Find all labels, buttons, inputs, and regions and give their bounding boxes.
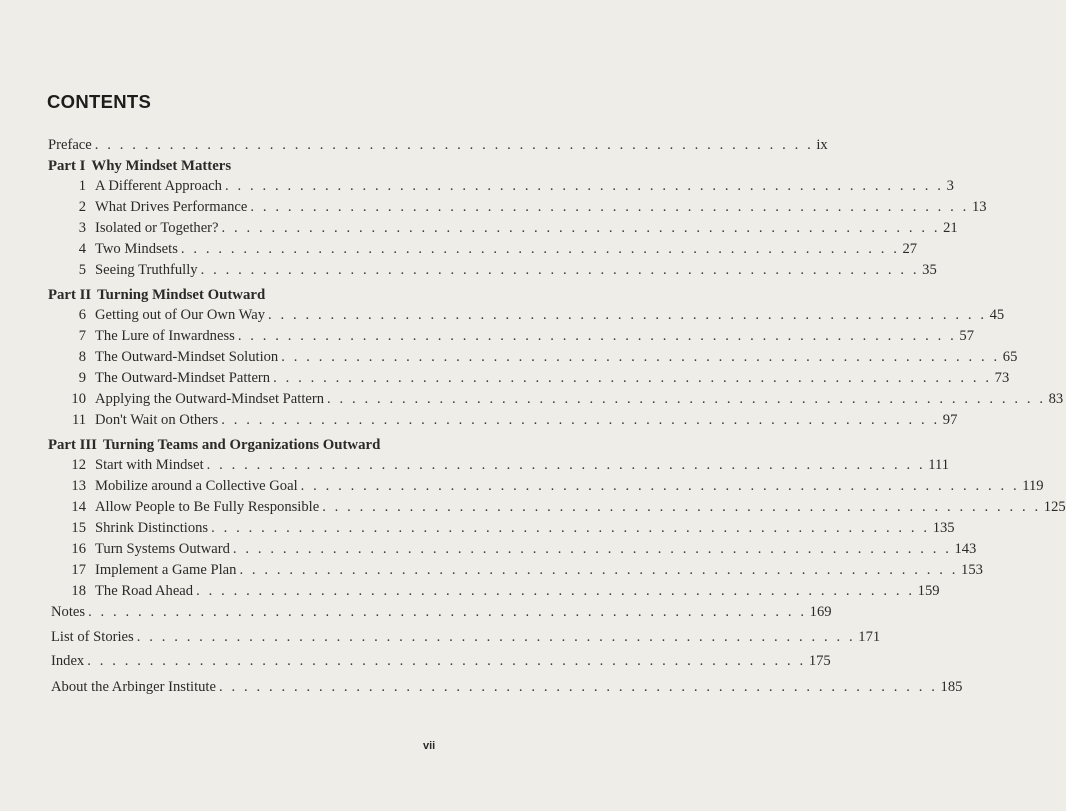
entry-title: Isolated or Together? bbox=[95, 220, 219, 236]
dot-leader: . . . . . . . . . . . . . . . . . . . . . . . . . . . . . . . . . . . . . . . . . . . . . . . . . . . . . . . . . . bbox=[206, 457, 926, 473]
dot-leader: . . . . . . . . . . . . . . . . . . . . . . . . . . . . . . . . . . . . . . . . . . . . . . . . . . . . . . . . . . bbox=[218, 679, 938, 695]
dot-leader: . . . . . . . . . . . . . . . . . . . . . . . . . . . . . . . . . . . . . . . . . . . . . . . . . . . . . . . . . . bbox=[327, 391, 1046, 407]
chapter-number: 13 bbox=[71, 478, 86, 494]
toc-chapter-entry[interactable] bbox=[64, 262, 937, 280]
chapter-number: 9 bbox=[78, 370, 86, 386]
dot-leader: . . . . . . . . . . . . . . . . . . . . . . . . . . . . . . . . . . . . . . . . . . . . . . . . . . . . . . . . . . bbox=[250, 199, 969, 215]
entry-page-number: 143 bbox=[954, 541, 977, 557]
chapter-number: 17 bbox=[71, 562, 86, 578]
dot-leader: . . . . . . . . . . . . . . . . . . . . . . . . . . . . . . . . . . . . . . . . . . . . . . . . . . . . . . . . . . bbox=[221, 220, 941, 236]
dot-leader: . . . . . . . . . . . . . . . . . . . . . . . . . . . . . . . . . . . . . . . . . . . . . . . . . . . . . . . . . . bbox=[180, 241, 900, 257]
part-title: Turning Mindset Outward bbox=[97, 287, 266, 303]
chapter-number: 12 bbox=[71, 457, 86, 473]
dot-leader: . . . . . . . . . . . . . . . . . . . . . . . . . . . . . . . . . . . . . . . . . . . . . . . . . . . . . . . . . . bbox=[322, 499, 1041, 515]
entry-page-number: 119 bbox=[1022, 478, 1044, 494]
entry-page-number: 111 bbox=[928, 457, 950, 473]
dot-leader: . . . . . . . . . . . . . . . . . . . . . . . . . . . . . . . . . . . . . . . . . . . . . . . . . . . . . . . . . . bbox=[221, 412, 940, 428]
toc-chapter-entry[interactable] bbox=[64, 499, 1066, 517]
dot-leader: . . . . . . . . . . . . . . . . . . . . . . . . . . . . . . . . . . . . . . . . . . . . . . . . . . . . . . . . . . bbox=[200, 262, 920, 278]
entry-page-number: 65 bbox=[1002, 349, 1018, 365]
part-label: Part III bbox=[48, 437, 97, 453]
entry-page-number: ix bbox=[816, 137, 828, 153]
dot-leader: . . . . . . . . . . . . . . . . . . . . . . . . . . . . . . . . . . . . . . . . . . . . . . . . . . . . . . . . . . bbox=[87, 653, 806, 669]
entry-title: What Drives Performance bbox=[95, 199, 248, 215]
toc-chapter-entry[interactable] bbox=[64, 457, 950, 475]
part-heading bbox=[48, 158, 231, 175]
toc-chapter-entry[interactable] bbox=[64, 349, 1018, 367]
toc-chapter-entry[interactable] bbox=[64, 541, 977, 559]
entry-title: Don't Wait on Others bbox=[95, 412, 219, 428]
part-title: Turning Teams and Organizations Outward bbox=[102, 437, 381, 453]
dot-leader: . . . . . . . . . . . . . . . . . . . . . . . . . . . . . . . . . . . . . . . . . . . . . . . . . . . . . . . . . . bbox=[211, 520, 930, 536]
entry-title: The Outward-Mindset Solution bbox=[95, 349, 279, 365]
entry-page-number: 153 bbox=[961, 562, 983, 578]
chapter-number: 6 bbox=[78, 307, 86, 323]
toc-chapter-entry[interactable] bbox=[64, 520, 955, 538]
entry-title: Allow People to Be Fully Responsible bbox=[95, 499, 320, 515]
toc-chapter-entry[interactable] bbox=[64, 220, 958, 238]
entry-page-number: 175 bbox=[808, 653, 831, 669]
toc-chapter-entry[interactable] bbox=[64, 199, 987, 217]
entry-title: Two Mindsets bbox=[95, 241, 178, 257]
entry-page-number: 97 bbox=[942, 412, 958, 428]
toc-entry[interactable] bbox=[51, 629, 881, 647]
entry-page-number: 57 bbox=[959, 328, 974, 344]
entry-page-number: 135 bbox=[932, 520, 955, 536]
entry-title: Notes bbox=[51, 604, 86, 620]
page-number: vii bbox=[423, 740, 436, 752]
dot-leader: . . . . . . . . . . . . . . . . . . . . . . . . . . . . . . . . . . . . . . . . . . . . . . . . . . . . . . . . . . bbox=[237, 328, 957, 344]
entry-page-number: 83 bbox=[1048, 391, 1064, 407]
entry-title: The Lure of Inwardness bbox=[95, 328, 235, 344]
entry-title: Mobilize around a Collective Goal bbox=[95, 478, 298, 494]
entry-page-number: 3 bbox=[946, 178, 954, 194]
chapter-number: 10 bbox=[71, 391, 86, 407]
dot-leader: . . . . . . . . . . . . . . . . . . . . . . . . . . . . . . . . . . . . . . . . . . . . . . . . . . . . . . . . . . bbox=[281, 349, 1000, 365]
toc-entry[interactable] bbox=[51, 604, 832, 622]
entry-title: Start with Mindset bbox=[95, 457, 204, 473]
entry-page-number: 125 bbox=[1043, 499, 1066, 515]
chapter-number: 18 bbox=[71, 583, 86, 599]
entry-page-number: 169 bbox=[809, 604, 832, 620]
entry-page-number: 13 bbox=[971, 199, 987, 215]
entry-title: Preface bbox=[48, 137, 92, 153]
chapter-number: 4 bbox=[78, 241, 86, 257]
entry-page-number: 21 bbox=[943, 220, 958, 236]
toc-chapter-entry[interactable] bbox=[64, 583, 940, 601]
toc-entry[interactable] bbox=[48, 137, 828, 155]
chapter-number: 7 bbox=[78, 328, 86, 344]
toc-chapter-entry[interactable] bbox=[64, 391, 1064, 409]
toc-chapter-entry[interactable] bbox=[64, 241, 918, 259]
chapter-number: 15 bbox=[71, 520, 86, 536]
entry-title: About the Arbinger Institute bbox=[51, 679, 216, 695]
dot-leader: . . . . . . . . . . . . . . . . . . . . . . . . . . . . . . . . . . . . . . . . . . . . . . . . . . . . . . . . . . bbox=[268, 307, 987, 323]
toc-chapter-entry[interactable] bbox=[64, 412, 958, 430]
part-label: Part II bbox=[48, 287, 92, 303]
entry-title: Implement a Game Plan bbox=[95, 562, 237, 578]
entry-title: Turn Systems Outward bbox=[95, 541, 230, 557]
entry-page-number: 35 bbox=[922, 262, 937, 278]
dot-leader: . . . . . . . . . . . . . . . . . . . . . . . . . . . . . . . . . . . . . . . . . . . . . . . . . . . . . . . . . . bbox=[300, 478, 1020, 494]
part-heading bbox=[48, 287, 265, 304]
part-label: Part I bbox=[48, 158, 86, 174]
chapter-number: 3 bbox=[78, 220, 86, 236]
part-heading bbox=[48, 437, 380, 454]
dot-leader: . . . . . . . . . . . . . . . . . . . . . . . . . . . . . . . . . . . . . . . . . . . . . . . . . . . . . . . . . . bbox=[136, 629, 856, 645]
part-title: Why Mindset Matters bbox=[91, 158, 232, 174]
entry-page-number: 73 bbox=[994, 370, 1010, 386]
toc-chapter-entry[interactable] bbox=[64, 562, 983, 580]
entry-title: A Different Approach bbox=[95, 178, 222, 194]
chapter-number: 5 bbox=[78, 262, 86, 278]
entry-page-number: 45 bbox=[989, 307, 1005, 323]
toc-chapter-entry[interactable] bbox=[64, 307, 1005, 325]
entry-title: Shrink Distinctions bbox=[95, 520, 209, 536]
toc-chapter-entry[interactable] bbox=[64, 178, 954, 196]
chapter-number: 2 bbox=[78, 199, 86, 215]
dot-leader: . . . . . . . . . . . . . . . . . . . . . . . . . . . . . . . . . . . . . . . . . . . . . . . . . . . . . . . . . . bbox=[88, 604, 807, 620]
page-title: CONTENTS bbox=[47, 91, 152, 112]
toc-chapter-entry[interactable] bbox=[64, 370, 1010, 388]
toc-chapter-entry[interactable] bbox=[64, 478, 1044, 496]
entry-title: Seeing Truthfully bbox=[95, 262, 198, 278]
chapter-number: 11 bbox=[71, 412, 86, 428]
toc-chapter-entry[interactable] bbox=[64, 328, 974, 346]
chapter-number: 1 bbox=[78, 178, 86, 194]
entry-title: List of Stories bbox=[51, 629, 134, 645]
entry-page-number: 27 bbox=[902, 241, 918, 257]
chapter-number: 14 bbox=[71, 499, 86, 515]
dot-leader: . . . . . . . . . . . . . . . . . . . . . . . . . . . . . . . . . . . . . . . . . . . . . . . . . . . . . . . . . . bbox=[239, 562, 959, 578]
entry-title: The Outward-Mindset Pattern bbox=[95, 370, 271, 386]
dot-leader: . . . . . . . . . . . . . . . . . . . . . . . . . . . . . . . . . . . . . . . . . . . . . . . . . . . . . . . . . . bbox=[224, 178, 944, 194]
toc-entry[interactable] bbox=[51, 679, 963, 697]
dot-leader: . . . . . . . . . . . . . . . . . . . . . . . . . . . . . . . . . . . . . . . . . . . . . . . . . . . . . . . . . . bbox=[232, 541, 952, 557]
dot-leader: . . . . . . . . . . . . . . . . . . . . . . . . . . . . . . . . . . . . . . . . . . . . . . . . . . . . . . . . . . bbox=[196, 583, 915, 599]
dot-leader: . . . . . . . . . . . . . . . . . . . . . . . . . . . . . . . . . . . . . . . . . . . . . . . . . . . . . . . . . . bbox=[273, 370, 992, 386]
entry-title: Getting out of Our Own Way bbox=[95, 307, 266, 323]
chapter-number: 8 bbox=[78, 349, 86, 365]
entry-page-number: 171 bbox=[858, 629, 881, 645]
toc-entry[interactable] bbox=[51, 653, 831, 671]
chapter-number: 16 bbox=[71, 541, 86, 557]
entry-page-number: 185 bbox=[940, 679, 963, 695]
entry-title: Applying the Outward-Mindset Pattern bbox=[95, 391, 325, 407]
entry-title: The Road Ahead bbox=[95, 583, 194, 599]
entry-page-number: 159 bbox=[917, 583, 940, 599]
dot-leader: . . . . . . . . . . . . . . . . . . . . . . . . . . . . . . . . . . . . . . . . . . . . . . . . . . . . . . . . . . bbox=[94, 137, 814, 153]
entry-title: Index bbox=[51, 653, 85, 669]
